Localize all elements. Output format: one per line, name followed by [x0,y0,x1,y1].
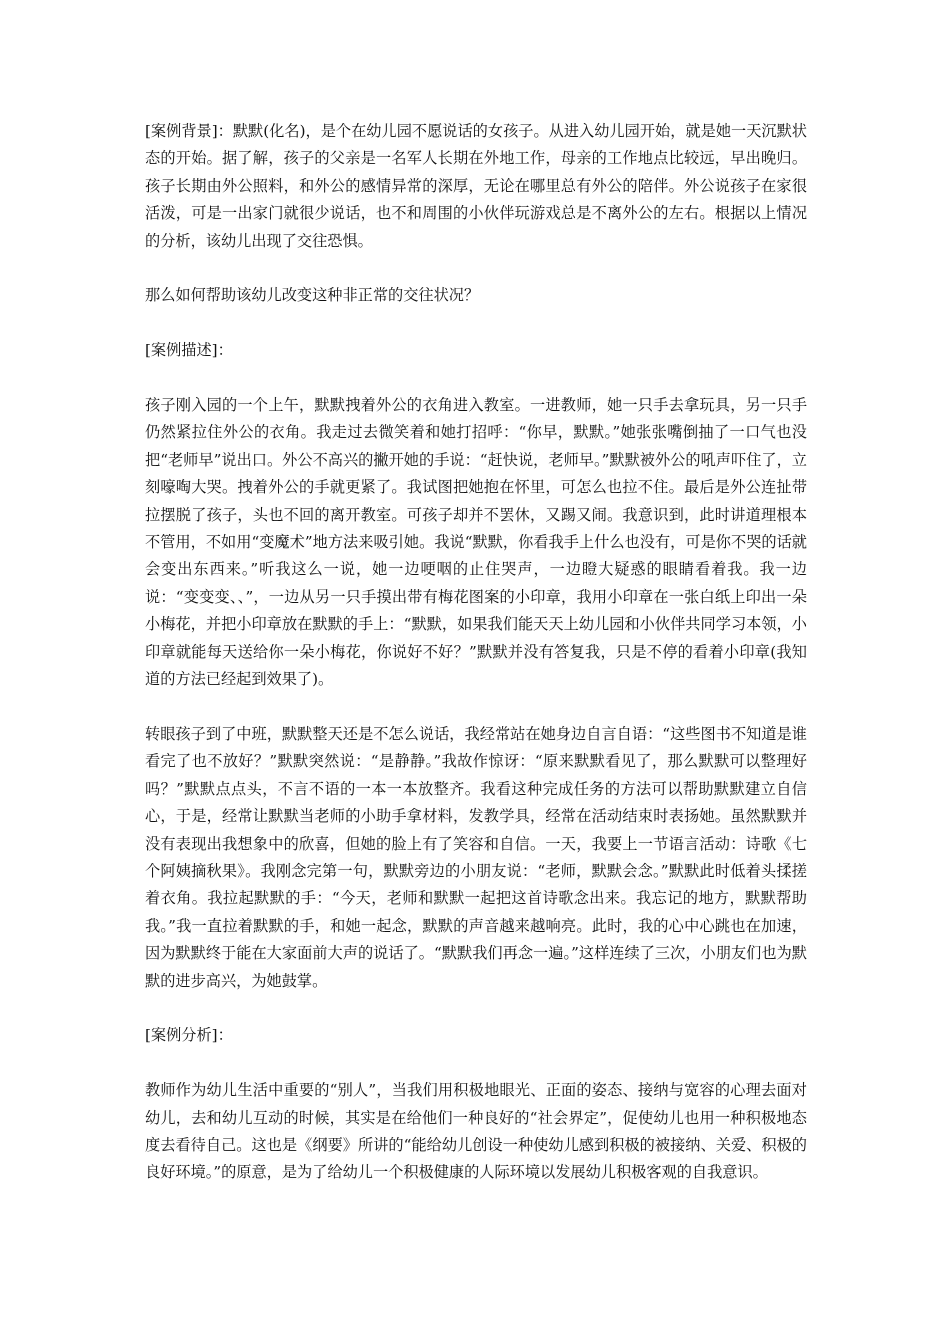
case-background-paragraph: [案例背景]：默默(化名)，是个在幼儿园不愿说话的女孩子。从进入幼儿园开始，就是她一天沉默状态的开始。据了解，孩子的父亲是一名军人长期在外地工作，母亲的工作地点比较远，早出晚归。孩子长期由外公照料，和外公的感情异常的深厚，无论在哪里总有外公的陪伴。外公说孩子在家很活泼，可是一出家门就很少说话，也不和周围的小伙伴玩游戏总是不离外公的左右。根据以上情况的分析，该幼儿出现了交往恐惧。 [145,122,807,250]
case-description-heading: [案例描述]： [145,341,233,360]
case-description-paragraph-2: 转眼孩子到了中班，默默整天还是不怎么说话，我经常站在她身边自言自语：“这些图书不知道是谁看完了也不放好？”默默突然说：“是静静。”我故作惊讶：“原来默默看见了，那么默默可以整理好吗？”默默点点头，不言不语的一本一本放整齐。我看这种完成任务的方法可以帮助默默建立自信心，于是，经常让默默当老师的小助手拿材料，发教学具，经常在活动结束时表扬她。虽然默默并没有表现出我想象中的欣喜，但她的脸上有了笑容和自信。一天，我要上一节语言活动：诗歌《七个阿姨摘秋果》。我刚念完第一句，默默旁边的小朋友说：“老师，默默会念。”默默此时低着头揉搓着衣角。我拉起默默的手：“今天，老师和默默一起把这首诗歌念出来。我忘记的地方，默默帮助我。”我一直拉着默默的手，和她一起念，默默的声音越来越响亮。此时，我的心中心跳也在加速，因为默默终于能在大家面前大声的说话了。“默默我们再念一遍。”这样连续了三次，小朋友们也为默默的进步高兴，为她鼓掌。 [145,724,807,990]
case-analysis-paragraph: 教师作为幼儿生活中重要的“别人”，当我们用积极地眼光、正面的姿态、接纳与宽容的心理去面对幼儿，去和幼儿互动的时候，其实是在给他们一种良好的“社会界定”，促使幼儿也用一种积极地态度去看待自己。这也是《纲要》所讲的“能给幼儿创设一种使幼儿感到积极的被接纳、关爱、积极的良好环境。”的原意，是为了给幼儿一个积极健康的人际环境以发展幼儿积极客观的自我意识。 [145,1081,807,1182]
document-page [145,118,807,1214]
case-description-paragraph-1: 孩子刚入园的一个上午，默默拽着外公的衣角进入教室。一进教师，她一只手去拿玩具，另一只手仍然紧拉住外公的衣角。我走过去微笑着和她打招呼：“你早，默默。”她张张嘴倒抽了一口气也没把“老师早”说出口。外公不高兴的撇开她的手说：“赶快说，老师早。”默默被外公的吼声吓住了，立刻嚎啕大哭。拽着外公的手就更紧了。我试图把她抱在怀里，可怎么也拉不住。最后是外公连扯带拉摆脱了孩子，头也不回的离开教室。可孩子却并不罢休，又踢又闹。我意识到，此时讲道理根本不管用，不如用“变魔术”地方法来吸引她。我说“默默，你看我手上什么也没有，可是你不哭的话就会变出东西来。”听我这么一说，她一边哽咽的止住哭声，一边瞪大疑惑的眼睛看着我。我一边说：“变变变、、”，一边从另一只手摸出带有梅花图案的小印章，我用小印章在一张白纸上印出一朵小梅花，并把小印章放在默默的手上：“默默，如果我们能天天上幼儿园和小伙伴共同学习本领，小印章就能每天送给你一朵小梅花，你说好不好？”默默并没有答复我，只是不停的看着小印章(我知道的方法已经起到效果了)。 [145,396,807,689]
case-analysis-heading: [案例分析]： [145,1026,233,1045]
question-paragraph: 那么如何帮助该幼儿改变这种非正常的交往状况？ [145,286,480,305]
